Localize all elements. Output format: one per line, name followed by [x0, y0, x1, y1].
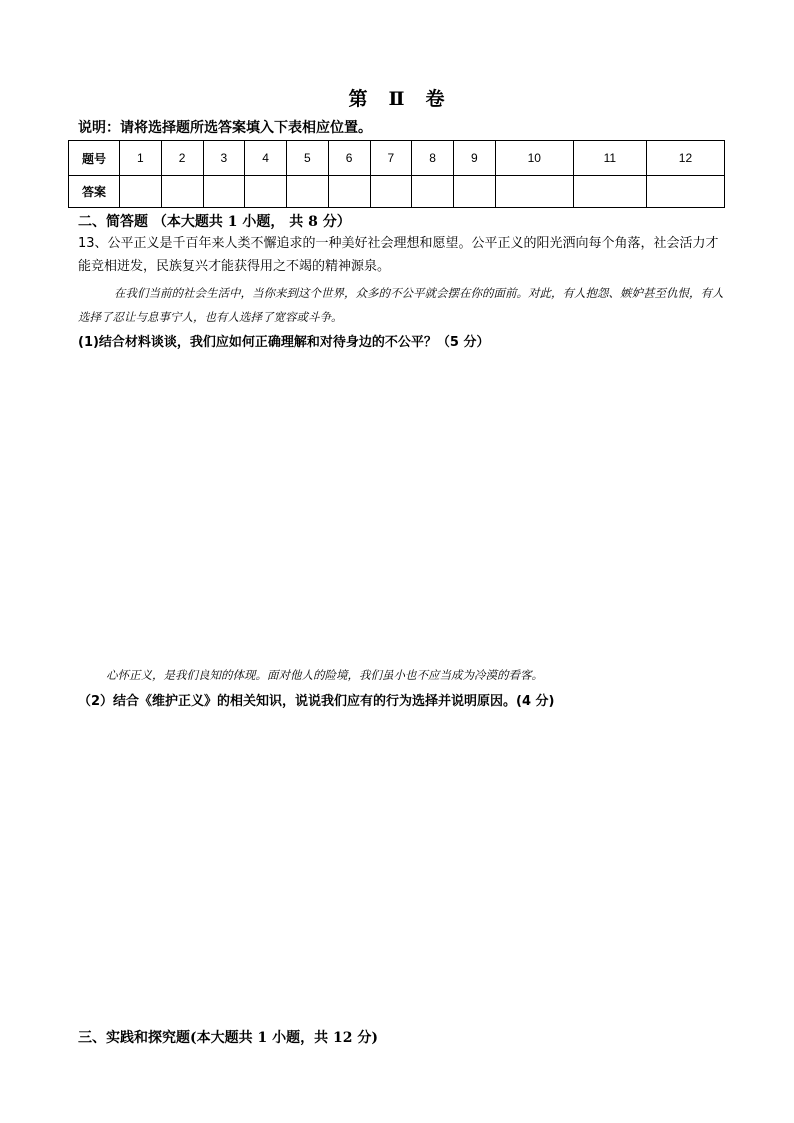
- question-number: 4: [245, 141, 287, 176]
- question-number-row: [69, 141, 725, 176]
- answer-cell[interactable]: [412, 176, 454, 208]
- answer-cell[interactable]: [370, 176, 412, 208]
- question-number: 6: [328, 141, 370, 176]
- row-label-number: 题号: [69, 141, 120, 176]
- question-number: 8: [412, 141, 454, 176]
- answer-cell[interactable]: [161, 176, 203, 208]
- question-number: 11: [573, 141, 646, 176]
- question-13-intro: 13、公平正义是千百年来人类不懈追求的一种美好社会理想和愿望。公平正义的阳光洒向每个角落，社会活力才能竞相迸发，民族复兴才能获得用之不竭的精神源泉。: [78, 236, 719, 274]
- answer-cell[interactable]: [287, 176, 329, 208]
- question-number: 10: [495, 141, 573, 176]
- material-text-2: 心怀正义，是我们良知的体现。面对他人的险境，我们虽小也不应当成为冷漠的看客。: [106, 668, 543, 682]
- question-1: (1)结合材料谈谈，我们应如何正确理解和对待身边的不公平？（5 分）: [78, 335, 490, 350]
- question-number: 7: [370, 141, 412, 176]
- answer-cell[interactable]: [245, 176, 287, 208]
- instruction-text: 说明：请将选择题所选答案填入下表相应位置。: [78, 120, 372, 136]
- page-title: 第 Ⅱ 卷: [348, 88, 446, 110]
- answer-cell[interactable]: [328, 176, 370, 208]
- answer-table: [68, 140, 725, 208]
- answer-cell[interactable]: [120, 176, 162, 208]
- section-heading-short-answer: 二、简答题 （本大题共 1 小题， 共 8 分）: [78, 214, 351, 230]
- section-heading-practice: 三、实践和探究题(本大题共 1 小题，共 12 分): [78, 1030, 378, 1046]
- row-label-answer: 答案: [69, 176, 120, 208]
- material-text-1: 在我们当前的社会生活中，当你来到这个世界，众多的不公平就会摆在你的面前。对此，有人抱怨、嫉妒甚至仇恨，有人选择了忍让与息事宁人，也有人选择了宽容或斗争。: [78, 286, 724, 324]
- question-number: 2: [161, 141, 203, 176]
- answer-cell[interactable]: [203, 176, 245, 208]
- answer-cell[interactable]: [573, 176, 646, 208]
- answer-row: [69, 176, 725, 208]
- answer-cell[interactable]: [454, 176, 496, 208]
- question-number: 5: [287, 141, 329, 176]
- question-number: 1: [120, 141, 162, 176]
- question-number: 12: [646, 141, 724, 176]
- question-number: 3: [203, 141, 245, 176]
- question-number: 9: [454, 141, 496, 176]
- question-2: （2）结合《维护正义》的相关知识，说说我们应有的行为选择并说明原因。(4 分): [78, 694, 555, 709]
- answer-cell[interactable]: [646, 176, 724, 208]
- answer-cell[interactable]: [495, 176, 573, 208]
